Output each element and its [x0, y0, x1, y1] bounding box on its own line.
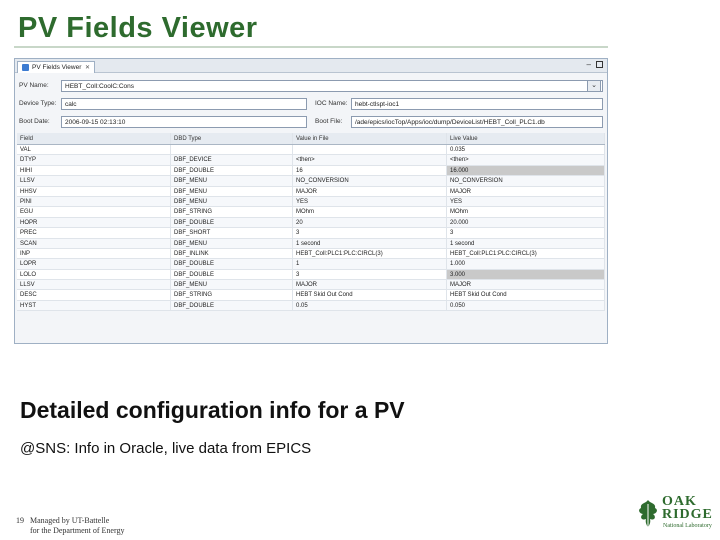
cell-file-value: YES: [293, 197, 447, 206]
cell-dbd-type: DBF_DOUBLE: [171, 270, 293, 279]
cell-dbd-type: [171, 145, 293, 154]
cell-file-value: 1 second: [293, 239, 447, 248]
device-ioc-row: [15, 97, 607, 111]
footer-line-2: for the Department of Energy: [30, 526, 125, 535]
cell-live-value: HEBT_Coll:PLC1:PLC:CIRCL(3): [447, 249, 605, 258]
cell-live-value: 3: [447, 228, 605, 237]
cell-live-value: 1.000: [447, 259, 605, 268]
column-header-live-value[interactable]: Live Value: [447, 133, 605, 144]
tab-label: PV Fields Viewer: [32, 64, 82, 71]
slide-headline: Detailed configuration info for a PV: [20, 397, 405, 423]
cell-field: DESC: [17, 290, 171, 299]
boot-file-label: Boot File:: [315, 118, 343, 125]
cell-dbd-type: DBF_STRING: [171, 290, 293, 299]
cell-dbd-type: DBF_STRING: [171, 207, 293, 216]
cell-live-value: 1 second: [447, 239, 605, 248]
cell-live-value: 3.000: [447, 270, 605, 279]
title-divider: [14, 46, 608, 48]
pv-fields-viewer-window: [14, 58, 608, 344]
cell-dbd-type: DBF_DOUBLE: [171, 218, 293, 227]
cell-live-value: NO_CONVERSION: [447, 176, 605, 185]
pv-name-label: PV Name:: [19, 82, 49, 89]
cell-dbd-type: DBF_MENU: [171, 280, 293, 289]
cell-field: LOLO: [17, 270, 171, 279]
cell-dbd-type: DBF_SHORT: [171, 228, 293, 237]
table-row[interactable]: [17, 280, 605, 290]
cell-file-value: 0.05: [293, 301, 447, 310]
cell-file-value: 3: [293, 270, 447, 279]
table-row[interactable]: [17, 166, 605, 176]
ioc-name-field: hebt-ctlspt-ioc1: [351, 98, 603, 110]
cell-live-value: MAJOR: [447, 280, 605, 289]
cell-field: LLSV: [17, 176, 171, 185]
close-icon[interactable]: ✕: [84, 65, 90, 71]
page-number: 19: [16, 516, 24, 525]
footer-line-1: Managed by UT-Battelle: [30, 516, 110, 525]
cell-live-value: MAJOR: [447, 187, 605, 196]
slide-title: PV Fields Viewer: [18, 12, 258, 44]
table-row[interactable]: [17, 218, 605, 228]
cell-dbd-type: DBF_DOUBLE: [171, 301, 293, 310]
pv-name-row: [15, 79, 607, 93]
ornl-logo: [636, 494, 716, 536]
pv-name-input[interactable]: HEBT_Coll:CoolC:Cons: [61, 80, 603, 92]
logo-word-oak: OAK: [662, 494, 697, 509]
oak-leaf-icon: [636, 498, 660, 530]
cell-field: INP: [17, 249, 171, 258]
logo-subtitle: National Laboratory: [663, 523, 712, 529]
table-row[interactable]: [17, 290, 605, 300]
cell-field: VAL: [17, 145, 171, 154]
cell-live-value: YES: [447, 197, 605, 206]
table-row[interactable]: [17, 197, 605, 207]
cell-live-value: MOhm: [447, 207, 605, 216]
column-header-field[interactable]: Field: [17, 133, 171, 144]
viewer-icon: [22, 64, 29, 71]
ioc-name-label: IOC Name:: [315, 100, 348, 107]
cell-file-value: NO_CONVERSION: [293, 176, 447, 185]
cell-field: HYST: [17, 301, 171, 310]
device-type-label: Device Type:: [19, 100, 57, 107]
cell-live-value: 0.035: [447, 145, 605, 154]
table-row[interactable]: [17, 259, 605, 269]
cell-file-value: HEBT_Coll:PLC1:PLC:CIRCL(3): [293, 249, 447, 258]
cell-field: EGU: [17, 207, 171, 216]
footer-credit: [30, 516, 124, 536]
cell-file-value: 20: [293, 218, 447, 227]
cell-field: PINI: [17, 197, 171, 206]
table-row[interactable]: [17, 207, 605, 217]
cell-file-value: 1: [293, 259, 447, 268]
cell-live-value: <then>: [447, 155, 605, 164]
cell-file-value: MAJOR: [293, 280, 447, 289]
cell-dbd-type: DBF_INLINK: [171, 249, 293, 258]
cell-dbd-type: DBF_DOUBLE: [171, 259, 293, 268]
table-row[interactable]: [17, 145, 605, 155]
cell-file-value: 16: [293, 166, 447, 175]
cell-file-value: MOhm: [293, 207, 447, 216]
logo-word-ridge: RIDGE: [662, 507, 713, 522]
cell-dbd-type: DBF_MENU: [171, 197, 293, 206]
cell-live-value: 0.050: [447, 301, 605, 310]
cell-field: LLSV: [17, 280, 171, 289]
table-row[interactable]: [17, 187, 605, 197]
cell-field: HHSV: [17, 187, 171, 196]
cell-file-value: HEBT Skid Out Cond: [293, 290, 447, 299]
cell-dbd-type: DBF_DEVICE: [171, 155, 293, 164]
cell-field: LOPR: [17, 259, 171, 268]
table-row[interactable]: [17, 176, 605, 186]
table-row[interactable]: [17, 301, 605, 311]
cell-live-value: HEBT Skid Out Cond: [447, 290, 605, 299]
minimize-icon[interactable]: –: [586, 60, 591, 69]
tab-pv-fields-viewer[interactable]: [17, 61, 95, 73]
table-row[interactable]: [17, 270, 605, 280]
cell-field: HOPR: [17, 218, 171, 227]
table-row[interactable]: [17, 228, 605, 238]
table-row[interactable]: [17, 155, 605, 165]
chevron-down-icon[interactable]: ⌄: [587, 80, 601, 92]
fields-table: [17, 133, 605, 311]
cell-dbd-type: DBF_MENU: [171, 176, 293, 185]
cell-live-value: 16.000: [447, 166, 605, 175]
table-row[interactable]: [17, 239, 605, 249]
cell-dbd-type: DBF_MENU: [171, 239, 293, 248]
table-header: [17, 133, 605, 145]
cell-file-value: <then>: [293, 155, 447, 164]
table-body: [17, 145, 605, 311]
cell-file-value: 3: [293, 228, 447, 237]
cell-dbd-type: DBF_DOUBLE: [171, 166, 293, 175]
cell-live-value: 20.000: [447, 218, 605, 227]
boot-date-label: Boot Date:: [19, 118, 50, 125]
cell-field: PREC: [17, 228, 171, 237]
maximize-icon[interactable]: [596, 61, 603, 68]
boot-row: [15, 115, 607, 129]
slide-subline: @SNS: Info in Oracle, live data from EPICS: [20, 440, 312, 457]
device-type-field: calc: [61, 98, 307, 110]
cell-field: DTYP: [17, 155, 171, 164]
cell-file-value: [293, 145, 447, 154]
column-header-dbd-type[interactable]: DBD Type: [171, 133, 293, 144]
tab-bar: [15, 59, 607, 73]
cell-file-value: MAJOR: [293, 187, 447, 196]
cell-field: SCAN: [17, 239, 171, 248]
cell-field: HIHI: [17, 166, 171, 175]
table-row[interactable]: [17, 249, 605, 259]
cell-dbd-type: DBF_MENU: [171, 187, 293, 196]
boot-file-field: /ade/epics/iocTop/Apps/ioc/dump/DeviceList/HEBT_Coll_PLC1.db: [351, 116, 603, 128]
column-header-file-value[interactable]: Value in File: [293, 133, 447, 144]
boot-date-field: 2006-09-15 02:13:10: [61, 116, 307, 128]
